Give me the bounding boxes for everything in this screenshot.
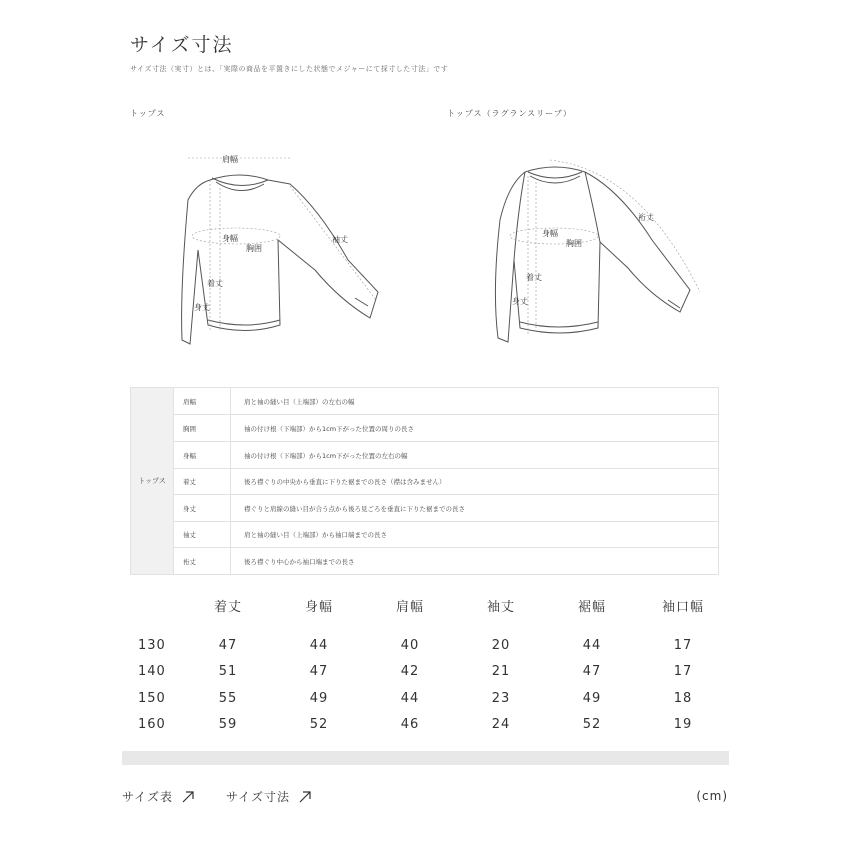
tops-figure-label: トップス xyxy=(130,109,166,118)
table-cell: 44 xyxy=(309,638,329,653)
definition-desc: 肩と袖の縫い目（上端部）の左右の幅 xyxy=(244,397,355,406)
definition-row xyxy=(174,521,718,548)
definition-row xyxy=(174,495,718,522)
tops-chest-annotation: 胸囲 xyxy=(246,244,262,253)
table-cell: 21 xyxy=(491,664,511,679)
tops-garment-diagram xyxy=(150,140,390,360)
definition-desc: 袖の付け根（下端部）から1cm下がった位置の左右の幅 xyxy=(244,451,408,460)
table-cell: 17 xyxy=(673,664,693,679)
tops-shoulder-annotation: 肩幅 xyxy=(222,155,238,164)
table-cell: 47 xyxy=(582,664,602,679)
table-cell: 49 xyxy=(582,691,602,706)
raglan-body-length-annotation: 身丈 xyxy=(512,297,528,306)
table-cell: 49 xyxy=(309,691,329,706)
definition-term: 胸囲 xyxy=(174,415,231,441)
raglan-chest-annotation: 胸囲 xyxy=(566,239,582,248)
definition-term: 裄丈 xyxy=(174,548,231,575)
table-cell: 44 xyxy=(400,691,420,706)
tops-sleeve-annotation: 袖丈 xyxy=(332,235,348,244)
arrow-up-right-icon xyxy=(298,790,312,804)
definition-term: 袖丈 xyxy=(174,521,231,547)
table-cell: 40 xyxy=(400,638,420,653)
definition-row xyxy=(174,548,718,575)
tops-length-annotation: 着丈 xyxy=(207,279,223,288)
table-cell: 20 xyxy=(491,638,511,653)
table-cell: 55 xyxy=(218,691,238,706)
tops-body-length-annotation: 身丈 xyxy=(194,303,210,312)
table-row xyxy=(122,691,729,711)
raglan-body-width-annotation: 身幅 xyxy=(542,229,558,238)
table-cell: 47 xyxy=(309,664,329,679)
page-title: サイズ寸法 xyxy=(130,34,234,56)
size-dimensions-link-label: サイズ寸法 xyxy=(226,790,291,804)
definition-row xyxy=(174,468,718,495)
size-label: 150 xyxy=(138,691,166,706)
table-cell: 24 xyxy=(491,717,511,732)
tops-body-width-annotation: 身幅 xyxy=(222,234,238,243)
definition-desc: 後ろ襟ぐりの中央から垂直に下りた裾までの長さ（襟は含みません） xyxy=(244,477,446,486)
raglan-yuki-annotation: 裄丈 xyxy=(638,213,654,222)
definition-desc: 後ろ襟ぐり中心から袖口端までの長さ xyxy=(244,558,355,566)
size-label: 160 xyxy=(138,717,166,732)
divider-bar xyxy=(122,751,729,765)
definition-group-label: トップス xyxy=(131,388,174,574)
size-chart-link-label: サイズ表 xyxy=(122,790,174,804)
definition-term: 着丈 xyxy=(174,468,231,494)
raglan-garment-diagram xyxy=(470,150,710,360)
table-cell: 23 xyxy=(491,691,511,706)
table-row xyxy=(122,638,729,658)
definition-table xyxy=(130,387,719,575)
size-label: 140 xyxy=(138,664,166,679)
table-cell: 51 xyxy=(218,664,238,679)
column-header: 裾幅 xyxy=(577,600,606,615)
column-header: 着丈 xyxy=(213,600,242,615)
table-cell: 42 xyxy=(400,664,420,679)
definition-row xyxy=(174,442,718,469)
definition-term: 肩幅 xyxy=(174,388,231,414)
table-row xyxy=(122,717,729,737)
table-cell: 59 xyxy=(218,717,238,732)
column-header: 袖丈 xyxy=(486,600,515,615)
unit-label: (cm) xyxy=(696,789,728,803)
size-table-header xyxy=(122,596,729,616)
page-subtitle: サイズ寸法（実寸）とは、「実際の商品を平置きにした状態でメジャーにて採寸した寸法」です xyxy=(130,65,449,73)
table-cell: 52 xyxy=(309,717,329,732)
raglan-length-annotation: 着丈 xyxy=(526,273,542,282)
table-cell: 19 xyxy=(673,717,693,732)
table-cell: 47 xyxy=(218,638,238,653)
column-header: 袖口幅 xyxy=(661,600,704,615)
definition-desc: 肩と袖の縫い目（上端部）から袖口端までの長さ xyxy=(244,530,387,539)
definition-row xyxy=(174,415,718,442)
column-header: 肩幅 xyxy=(395,600,424,615)
definition-desc: 襟ぐりと肩線の縫い目が合う点から後ろ見ごろを垂直に下りた裾までの長さ xyxy=(244,504,465,513)
raglan-figure-label: トップス（ラグランスリーブ） xyxy=(447,109,572,118)
table-cell: 52 xyxy=(582,717,602,732)
definition-desc: 袖の付け根（下端部）から1cm下がった位置の周りの長さ xyxy=(244,424,415,433)
size-dimensions-link[interactable] xyxy=(226,788,312,805)
column-header: 身幅 xyxy=(304,600,333,615)
table-row xyxy=(122,664,729,684)
table-cell: 17 xyxy=(673,638,693,653)
table-cell: 18 xyxy=(673,691,693,706)
definition-term: 身幅 xyxy=(174,442,231,468)
size-chart-link[interactable] xyxy=(122,788,195,805)
table-cell: 44 xyxy=(582,638,602,653)
definition-row xyxy=(174,388,718,415)
table-cell: 46 xyxy=(400,717,420,732)
arrow-up-right-icon xyxy=(181,790,195,804)
definition-term: 身丈 xyxy=(174,495,231,521)
size-label: 130 xyxy=(138,638,166,653)
